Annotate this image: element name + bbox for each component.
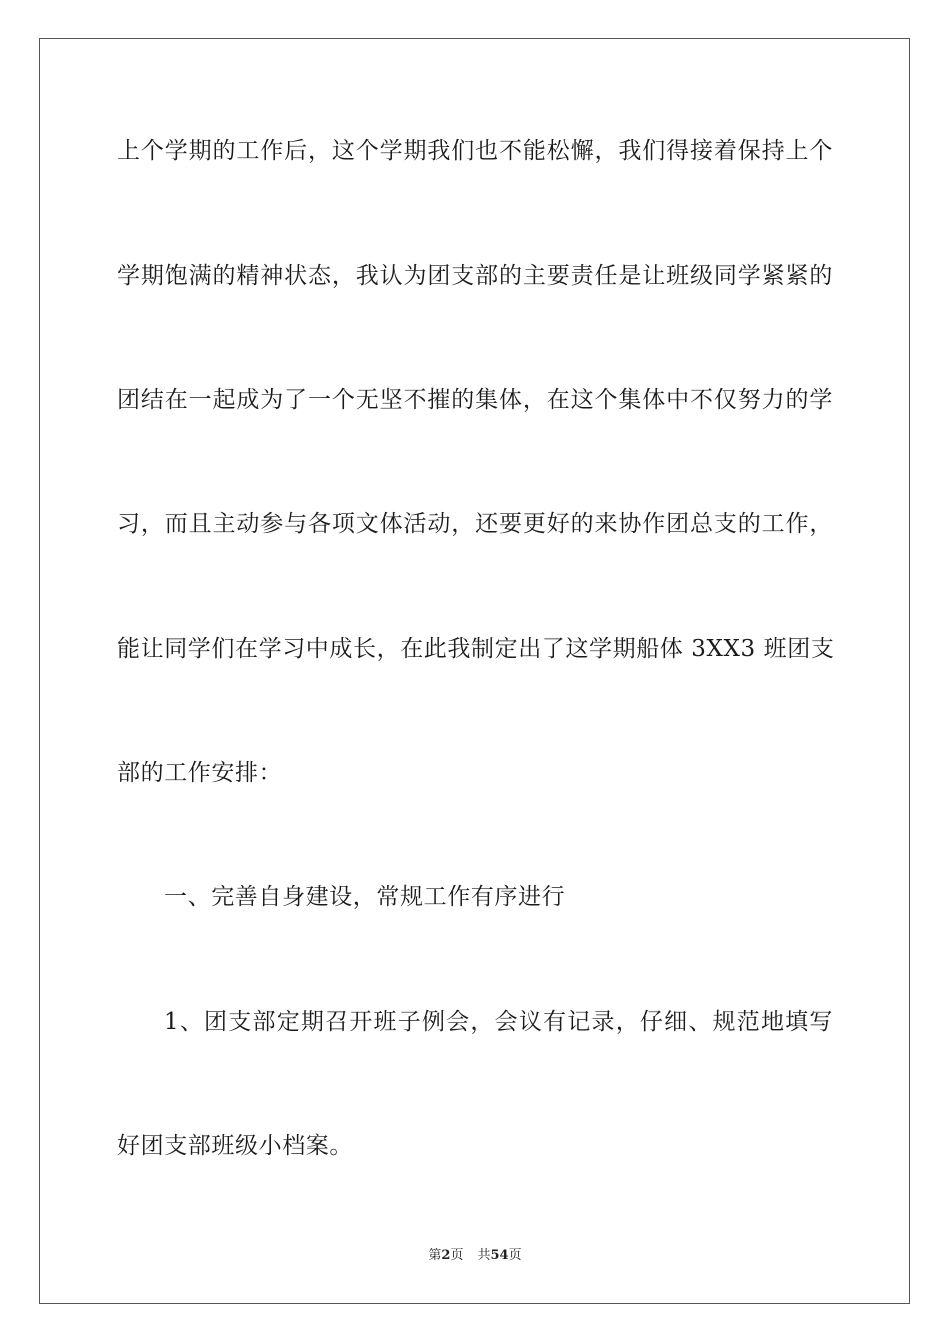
footer-total-pages: 54 — [490, 1248, 509, 1263]
page-footer — [0, 1247, 950, 1265]
footer-page-suffix: 页 — [450, 1248, 464, 1263]
text-line-5: 能让同学们在学习中成长，在此我制定出了这学期船体 3XX3 班团支 — [117, 636, 835, 662]
section-heading-1: 一、完善自身建设，常规工作有序进行 — [164, 884, 566, 910]
page-border — [39, 38, 910, 1304]
footer-total-suffix: 页 — [508, 1248, 522, 1263]
text-line-1: 上个学期的工作后，这个学期我们也不能松懈，我们得接着保持上个 — [117, 138, 833, 164]
footer-page-number: 2 — [441, 1248, 451, 1263]
text-line-4: 习，而且主动参与各项文体活动，还要更好的来协作团总支的工作， — [117, 511, 833, 537]
text-line-item-1-cont: 好团支部班级小档案。 — [117, 1133, 353, 1159]
text-line-3: 团结在一起成为了一个无坚不摧的集体，在这个集体中不仅努力的学 — [117, 387, 833, 413]
text-line-6: 部的工作安排： — [117, 760, 283, 786]
text-line-2: 学期饱满的精神状态，我认为团支部的主要责任是让班级同学紧紧的 — [117, 263, 833, 289]
text-line-item-1: 1、团支部定期召开班子例会，会议有记录，仔细、规范地填写 — [164, 1009, 833, 1035]
footer-total-prefix: 共 — [477, 1248, 491, 1263]
footer-page-prefix: 第 — [428, 1248, 442, 1263]
